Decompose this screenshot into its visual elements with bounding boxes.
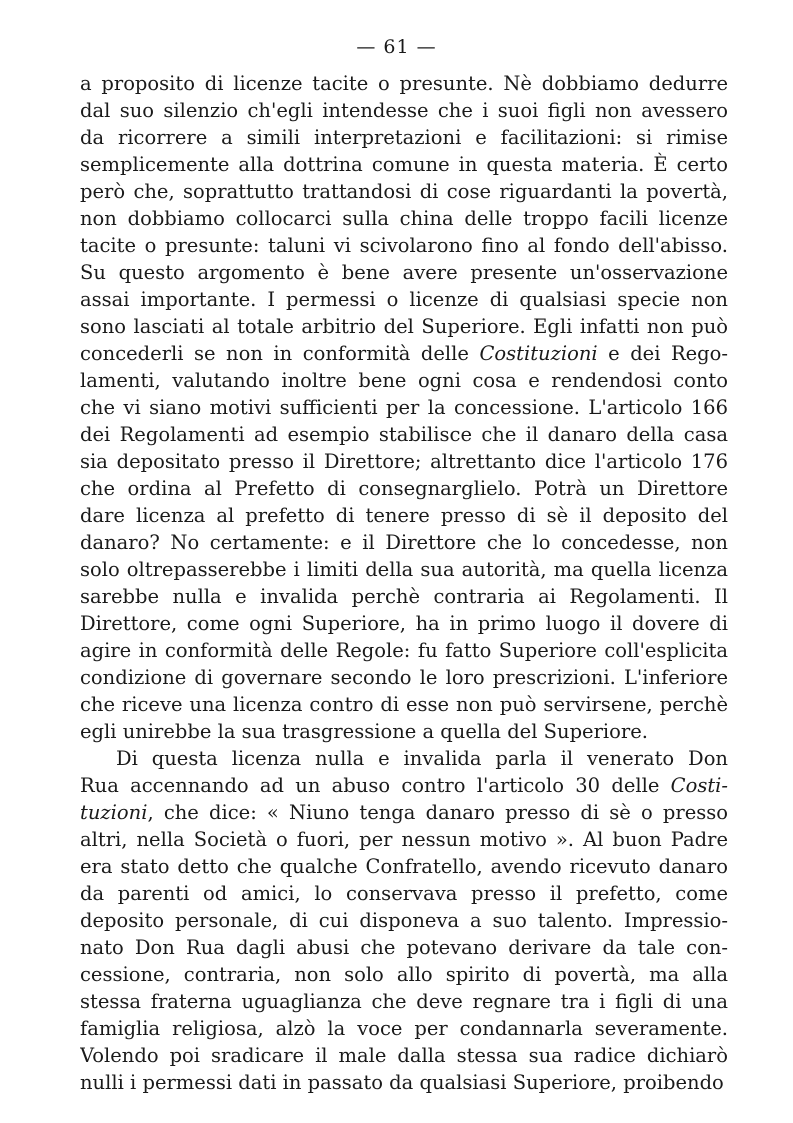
text-line: deposito personale, di cui disponeva a suo talento. Impressio- [80,909,728,932]
text-line: danaro? No certamente: e il Direttore che lo concedesse, non [80,531,728,554]
italic-text: tuzioni [80,801,148,824]
text-line: condizione di governare secondo le loro prescrizioni. L'inferiore [80,666,728,689]
text-line: a proposito di licenze tacite o presunte. Nè dobbiamo dedurre [80,72,728,95]
text-line: Direttore, come ogni Superiore, ha in primo luogo il dovere di [80,612,728,635]
text-line: famiglia religiosa, alzò la voce per condannarla severamente. [80,1017,728,1040]
text-line: Volendo poi sradicare il male dalla stessa sua radice dichiarò [80,1044,728,1067]
text-line: però che, soprattutto trattandosi di cose riguardanti la povertà, [80,180,728,203]
text-line: concederli se non in conformità delle Costituzioni e dei Rego- [80,342,728,365]
body-text [80,70,728,1096]
text-line: dal suo silenzio ch'egli intendesse che i suoi figli non avessero [80,99,728,122]
text-line: semplicemente alla dottrina comune in questa materia. È certo [80,153,728,176]
text-line: nato Don Rua dagli abusi che potevano derivare da tale con- [80,936,728,959]
text-line: egli unirebbe la sua trasgressione a quella del Superiore. [80,720,648,743]
italic-text: Costituzioni [479,342,598,365]
page-number: — 61 — [356,36,437,58]
text-line: sarebbe nulla e invalida perchè contraria ai Regolamenti. Il [80,585,728,608]
text-line: che riceve una licenza contro di esse non può servirsene, perchè [80,693,728,716]
text-line: agire in conformità delle Regole: fu fatto Superiore coll'esplicita [80,639,728,662]
text-line: da ricorrere a simili interpretazioni e facilitazioni: si rimise [80,126,728,149]
text-line: dare licenza al prefetto di tenere presso di sè il deposito del [80,504,728,527]
text-line: non dobbiamo collocarci sulla china delle troppo facili licenze [80,207,728,230]
text-line: sono lasciati al totale arbitrio del Superiore. Egli infatti non può [80,315,728,338]
text-line: dei Regolamenti ad esempio stabilisce che il danaro della casa [80,423,728,446]
text-line: tuzioni, che dice: « Niuno tenga danaro presso di sè o presso [80,801,728,824]
text-line: da parenti od amici, lo conservava presso il prefetto, come [80,882,728,905]
text-line: stessa fraterna uguaglianza che deve regnare tra i figli di una [80,990,728,1013]
text-line: cessione, contraria, non solo allo spirito di povertà, ma alla [80,963,728,986]
text-line: che ordina al Prefetto di consegnarglielo. Potrà un Direttore [80,477,728,500]
text-line: solo oltrepasserebbe i limiti della sua autorità, ma quella licenza [80,558,728,581]
text-line: Di questa licenza nulla e invalida parla il venerato Don [116,747,728,770]
text-line: nulli i permessi dati in passato da qualsiasi Superiore, proibendo [80,1071,724,1094]
text-line: assai importante. I permessi o licenze di qualsiasi specie non [80,288,728,311]
italic-text: Costi- [670,774,728,797]
text-line: Su questo argomento è bene avere presente un'osservazione [80,261,728,284]
text-line: era stato detto che qualche Confratello, avendo ricevuto danaro [80,855,728,878]
text-line: lamenti, valutando inoltre bene ogni cosa e rendendosi conto [80,369,728,392]
text-line: altri, nella Società o fuori, per nessun motivo ». Al buon Padre [80,828,728,851]
text-line: tacite o presunte: taluni vi scivolarono fino al fondo dell'abisso. [80,234,728,257]
text-line: sia depositato presso il Direttore; altrettanto dice l'articolo 176 [80,450,728,473]
text-line: che vi siano motivi sufficienti per la concessione. L'articolo 166 [80,396,728,419]
text-line: Rua accennando ad un abuso contro l'articolo 30 delle Costi- [80,774,728,797]
